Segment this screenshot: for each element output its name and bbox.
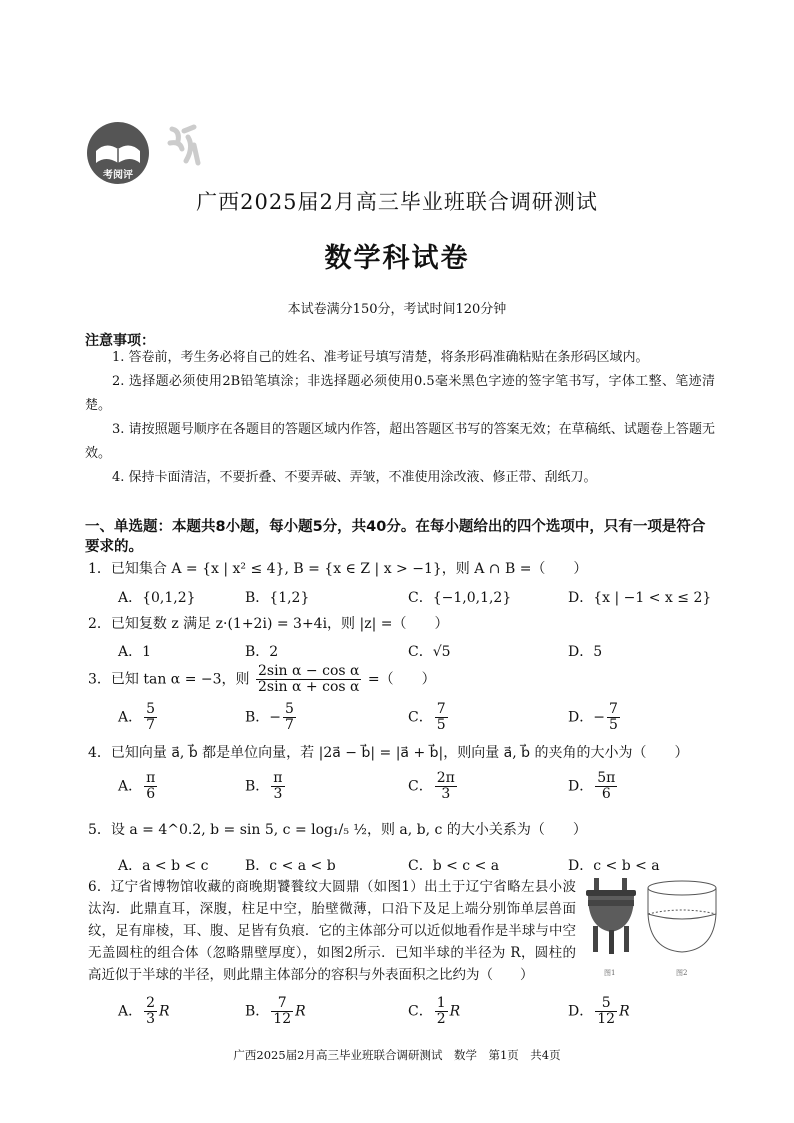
question-3-stem [88,664,436,695]
ding-figures [580,876,720,964]
option-numerator: 7 [608,701,618,717]
q6-option-c [408,996,460,1027]
figure-1-caption: 图1 [604,969,616,977]
question-2-stem: 2．已知复数 z 满足 z·(1+2i) = 3+4i，则 |z| =（ ） [88,616,449,632]
exam-title: 广西2025届2月高三毕业班联合调研测试 [196,190,598,214]
q5-option-a: A．a < b < c [118,858,209,874]
option-label: C． [408,1003,433,1020]
option-label: A． [118,1003,143,1020]
q3-stem-post: =（ ） [367,671,436,688]
subject-title: 数学科试卷 [324,243,470,274]
page-footer: 广西2025届2月高三毕业班联合调研测试 数学 第1页 共4页 [233,1048,561,1062]
notice-item: 4. 保持卡面清洁，不要折叠、不要弄破、弄皱，不准使用涂改液、修正带、刮纸刀。 [112,470,597,485]
q2-option-d: D．5 [568,644,603,660]
option-denominator: 3 [273,786,283,802]
question-6-figures [580,876,720,976]
notice-item: 3. 请按照题号顺序在各题目的答题区域内作答，超出答题区书写的答案无效；在草稿纸、试题卷上答题无效。 [85,422,715,461]
q6-option-b [245,996,306,1027]
exam-subtitle: 本试卷满分150分，考试时间120分钟 [287,302,507,317]
option-label: C． [408,709,433,726]
option-denominator: 3 [146,1011,156,1027]
q6-option-a [118,996,170,1027]
section-heading: 一、单选题：本题共8小题，每小题5分，共40分。在每小题给出的四个选项中，只有一项是符合要求的。 [85,519,706,555]
q2-option-a: A．1 [118,644,152,660]
option-denominator: 7 [146,717,156,733]
option-numerator: π [146,770,156,786]
option-label: B． [245,778,270,795]
option-numerator: 2 [146,995,156,1011]
q2-option-c: C．√5 [408,644,451,660]
option-variable: R [619,1003,630,1020]
q4-option-c [408,771,459,802]
question-5-stem: 5．设 a = 4^0.2, b = sin 5, c = log₁/₅ ½，则 a, b, c 的大小关系为（ ） [88,822,587,838]
option-numerator: 5 [595,996,617,1012]
q3-stem-pre: 3．已知 tan α = −3，则 [88,671,250,688]
figure-2-caption: 图2 [676,969,688,977]
option-numerator: 7 [436,701,446,717]
q4-option-a [118,771,159,802]
q1-option-a: A．{0,1,2} [118,590,196,606]
option-denominator: 3 [441,786,451,802]
option-numerator: π [273,770,283,786]
option-label: C． [408,778,433,795]
logo-text: 考阅评 [103,170,133,181]
notice-item: 1. 答卷前，考生务必将自己的姓名、准考证号填写清楚，将条形码准确粘贴在条形码区域内。 [112,350,649,365]
q6-option-d [568,996,630,1027]
option-denominator: 6 [601,786,611,802]
q1-option-b: B．{1,2} [245,590,310,606]
q3-stem-fraction [256,664,361,695]
q1-option-c: C．{−1,0,1,2} [408,590,512,606]
option-denominator: 5 [608,717,618,733]
question-6-stem: 6．辽宁省博物馆收藏的商晚期饕餮纹大圆鼎（如图1）出土于辽宁省略左县小波汰沟．此鼎直耳，深腹，柱足中空，胎壁微薄，口沿下及足上端分别饰单层兽面纹，足有扉棱，耳、腹、足皆有负痕．它的主体部分可以近似地看作是半球与中空无盖圆柱的组合体（忽略鼎壁厚度），如图2所示．已知半球的半径为 R，圆柱的高近似于半球的半径，则此鼎主体部分的容积与外表面积之比约为（ ） [88,879,576,983]
option-label: B． [245,1003,270,1020]
exam-logo [82,121,222,185]
option-denominator: 7 [285,717,294,733]
q5-option-c: C．b < c < a [408,858,500,874]
option-numerator: 1 [436,995,446,1011]
ding-photo [586,878,636,954]
option-sign: − [269,709,282,726]
question-1-stem: 1．已知集合 A = {x | x² ≤ 4}, B = {x ∈ Z | x > −1}，则 A ∩ B =（ ） [88,561,588,577]
option-label: B． [245,709,270,726]
option-label: A． [118,778,143,795]
option-denominator: 12 [597,1011,616,1027]
q3-fraction-denominator: 2sin α + cos α [257,679,360,695]
option-variable: R [159,1003,170,1020]
q3-fraction-numerator: 2sin α − cos α [257,663,360,679]
notice-list [85,346,715,490]
option-sign: − [593,709,605,726]
notice-heading: 注意事项： [85,333,155,349]
q3-option-a [118,702,159,733]
q1-option-d: D．{x | −1 < x ≤ 2} [568,590,712,606]
option-label: A． [118,709,143,726]
option-denominator: 12 [273,1011,292,1027]
option-numerator: 7 [271,996,293,1012]
option-label: D． [568,1003,594,1020]
q4-option-d [568,771,619,802]
q3-option-d [568,702,622,733]
option-numerator: 2π [436,770,455,786]
q5-option-b: B．c < a < b [245,858,336,874]
q3-option-b [245,702,298,733]
notice-item: 2. 选择题必须使用2B铅笔填涂；非选择题必须使用0.5毫米黑色字迹的签字笔书写，字体工整、笔迹清楚。 [85,374,715,413]
option-denominator: 2 [436,1011,446,1027]
option-denominator: 5 [436,717,446,733]
q5-option-d: D．c < b < a [568,858,660,874]
option-numerator: 5 [285,701,294,717]
option-label: D． [568,709,594,726]
option-denominator: 6 [146,786,156,802]
option-label: D． [568,778,594,795]
geometry-diagram [648,881,716,952]
q4-option-b [245,771,287,802]
q3-option-c [408,702,450,733]
option-numerator: 5π [597,770,616,786]
option-variable: R [449,1003,461,1020]
question-4-stem: 4．已知向量 a⃗, b⃗ 都是单位向量，若 |2a⃗ − b⃗| = |a⃗ + b⃗|，则向量 a⃗, b⃗ 的夹角的大小为（ ） [88,745,689,761]
option-variable: R [295,1003,306,1020]
option-numerator: 5 [146,701,156,717]
q2-option-b: B．2 [245,644,279,660]
